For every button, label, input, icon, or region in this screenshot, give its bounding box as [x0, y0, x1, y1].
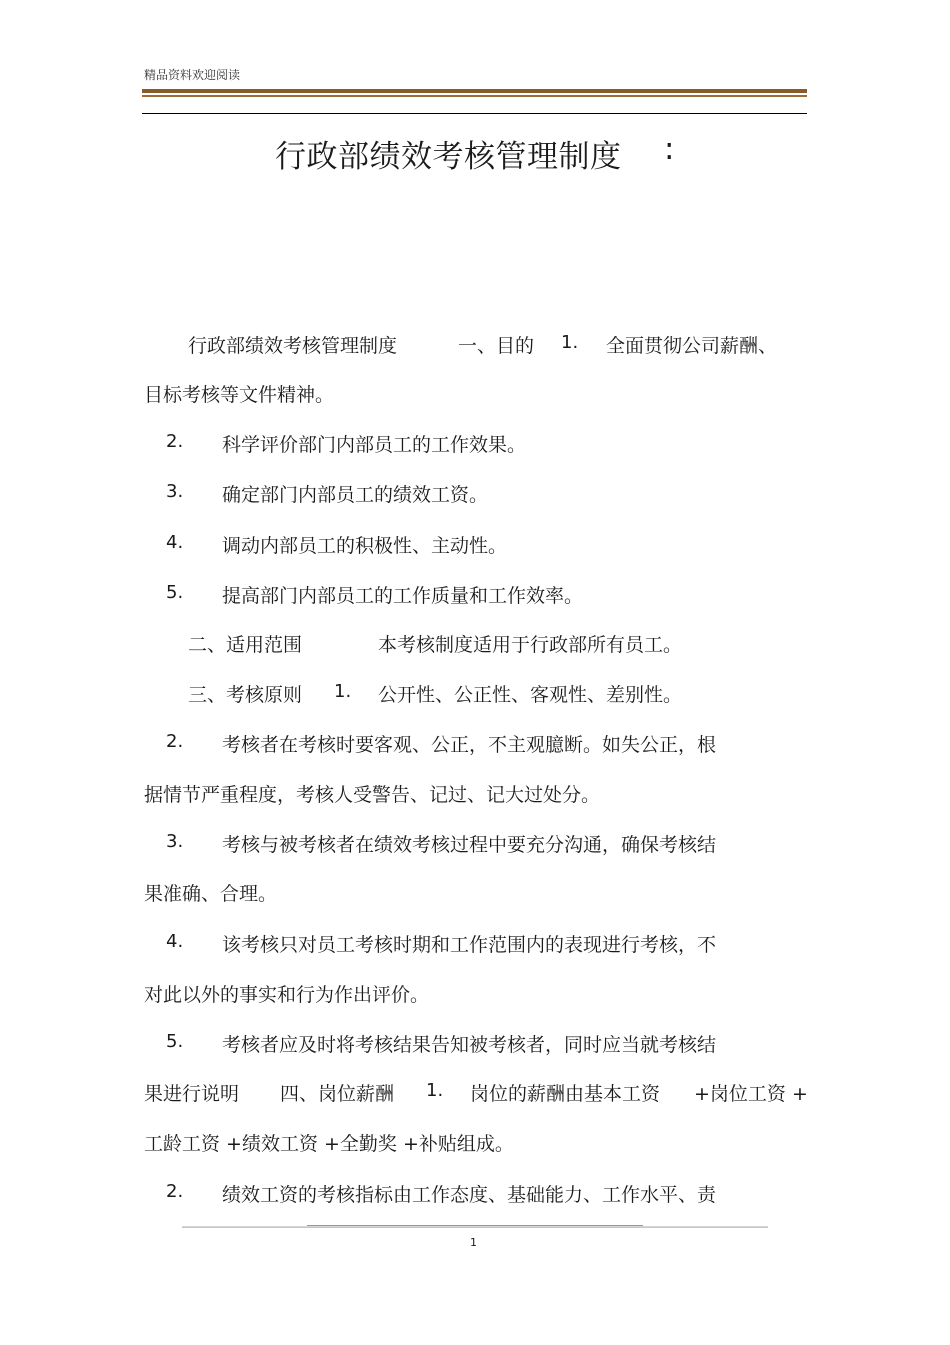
running-header: 精品资料欢迎阅读	[144, 68, 241, 82]
title-rule	[142, 113, 807, 114]
footer-rule	[182, 1226, 768, 1228]
section-heading: 四、岗位薪酬	[280, 1083, 395, 1105]
list-number: 5.	[166, 1031, 184, 1052]
body-text: 提高部门内部员工的工作质量和工作效率。	[222, 585, 584, 607]
section-heading: 三、考核原则	[188, 684, 303, 706]
header-rule-thick	[142, 89, 807, 93]
section-heading: 二、适用范围	[188, 634, 303, 656]
body-text: +岗位工资 +	[694, 1083, 808, 1105]
body-text: 对此以外的事实和行为作出评价。	[144, 984, 430, 1006]
page-number: 1	[470, 1236, 477, 1249]
body-text: 果进行说明	[144, 1083, 240, 1105]
body-text: 本考核制度适用于行政部所有员工。	[378, 634, 683, 656]
body-text: 绩效工资的考核指标由工作态度、基础能力、工作水平、责	[222, 1184, 717, 1206]
body-text: 考核者应及时将考核结果告知被考核者，同时应当就考核结	[222, 1034, 717, 1056]
title-colon: :	[664, 131, 675, 167]
footer-rule-accent	[307, 1225, 643, 1226]
body-text: 果准确、合理。	[144, 883, 278, 905]
body-text: 科学评价部门内部员工的工作效果。	[222, 434, 527, 456]
list-number: 1.	[426, 1080, 444, 1101]
body-text: 确定部门内部员工的绩效工资。	[222, 484, 489, 506]
body-text: 调动内部员工的积极性、主动性。	[222, 535, 508, 557]
header-rule-thin	[142, 95, 807, 97]
body-text: 该考核只对员工考核时期和工作范围内的表现进行考核，不	[222, 934, 717, 956]
list-number: 2.	[166, 731, 184, 752]
body-text: 行政部绩效考核管理制度	[188, 335, 398, 357]
list-number: 5.	[166, 582, 184, 603]
document-title: 行政部绩效考核管理制度	[275, 139, 622, 175]
body-text: 目标考核等文件精神。	[144, 384, 335, 406]
section-heading: 一、目的	[458, 335, 535, 357]
list-number: 3.	[166, 831, 184, 852]
body-text: 工龄工资 +绩效工资 +全勤奖 +补贴组成。	[144, 1133, 514, 1155]
body-text: 全面贯彻公司薪酬、	[606, 335, 778, 357]
list-number: 2.	[166, 431, 184, 452]
list-number: 4.	[166, 931, 184, 952]
body-text: 考核者在考核时要客观、公正，不主观臆断。如失公正，根	[222, 734, 717, 756]
list-number: 4.	[166, 532, 184, 553]
body-text: 考核与被考核者在绩效考核过程中要充分沟通，确保考核结	[222, 834, 717, 856]
list-number: 1.	[561, 332, 579, 353]
body-text: 据情节严重程度，考核人受警告、记过、记大过处分。	[144, 784, 601, 806]
list-number: 2.	[166, 1181, 184, 1202]
list-number: 3.	[166, 481, 184, 502]
list-number: 1.	[334, 681, 352, 702]
body-text: 岗位的薪酬由基本工资	[470, 1083, 661, 1105]
body-text: 公开性、公正性、客观性、差别性。	[378, 684, 683, 706]
